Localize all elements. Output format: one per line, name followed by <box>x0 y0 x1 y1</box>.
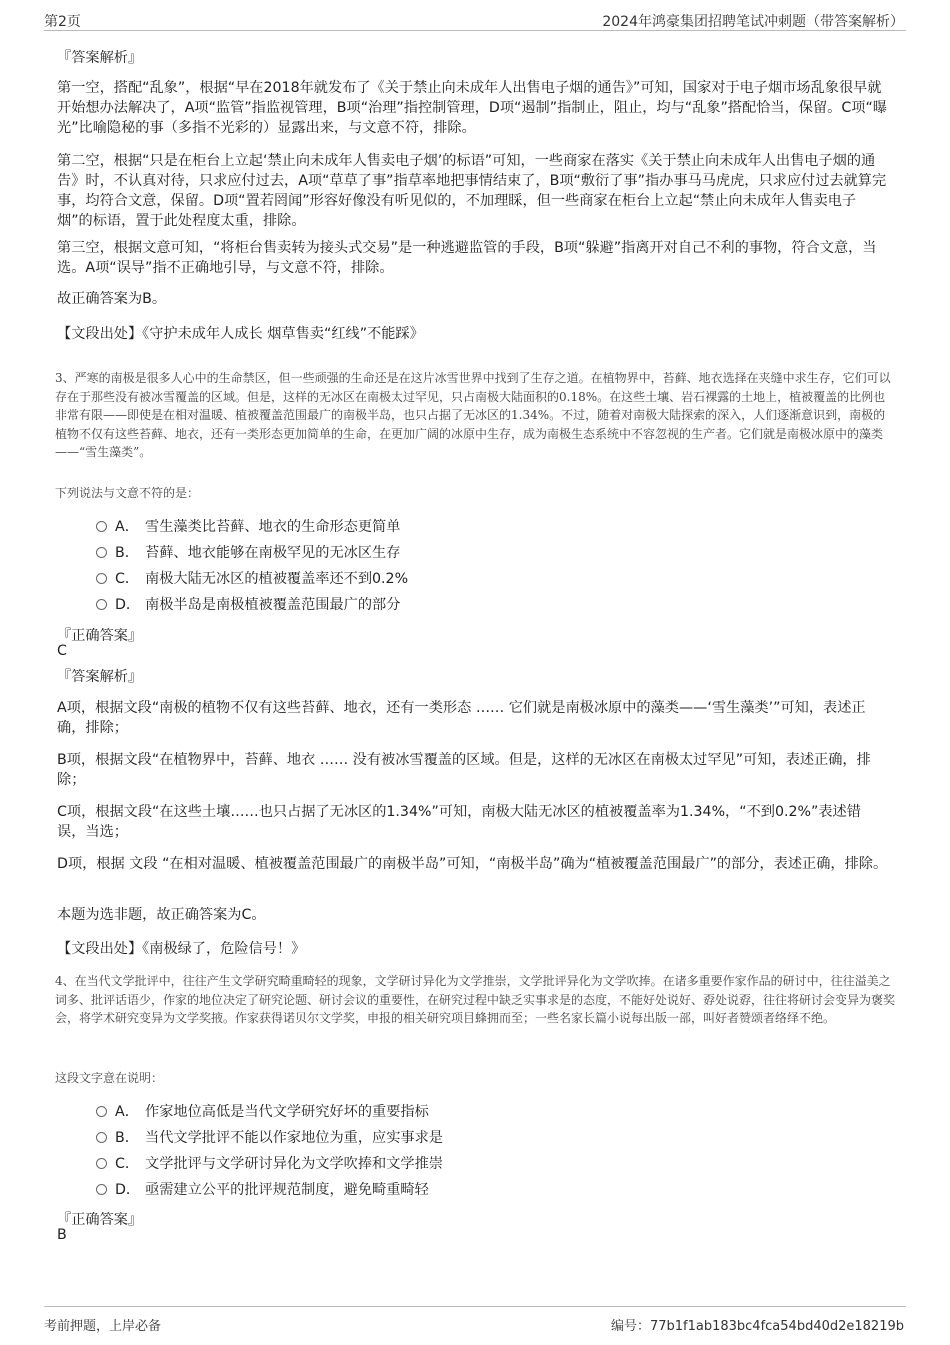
document-title: 2024年鸿豪集团招聘笔试冲刺题（带答案解析） <box>602 14 904 30</box>
footer-slogan: 考前押题，上岸必备 <box>44 1319 162 1334</box>
q4-option-a[interactable]: A． 作家地位高低是当代文学研究好坏的重要指标 <box>96 1101 429 1123</box>
q4-question: 这段文字意在说明： <box>55 1071 164 1085</box>
q2-answer-conclusion: 故正确答案为B。 <box>57 291 167 307</box>
q3-option-d[interactable]: D． 南极半岛是南极植被覆盖范围最广的部分 <box>96 594 400 616</box>
radio-icon[interactable] <box>96 547 107 558</box>
q3-analysis-label: 『答案解析』 <box>57 669 143 685</box>
q4-option-c[interactable]: C． 文学批评与文学研讨异化为文学吹捧和文学推崇 <box>96 1153 443 1175</box>
q4-option-b[interactable]: B． 当代文学批评不能以作家地位为重，应实事求是 <box>96 1127 443 1149</box>
radio-icon[interactable] <box>96 573 107 584</box>
radio-icon[interactable] <box>96 1184 107 1195</box>
q4-answer-label: 『正确答案』 <box>57 1212 143 1228</box>
q2-analysis-label: 『答案解析』 <box>57 50 143 66</box>
radio-icon[interactable] <box>96 1158 107 1169</box>
radio-icon[interactable] <box>96 521 107 532</box>
q4-stem: 4、在当代文学批评中，往往产生文学研究畸重畸轻的现象，文学研讨异化为文学推崇，文学批评异化为文学吹捧。在诸多重要作家作品的研讨中，往往溢美之词多、批评话语少，作家的地位决定了研究论题、研讨会议的重要性，在研究过程中缺乏实事求是的态度，不能好处说好、孬处说孬，往往将研讨会变异为褒奖会，将学术研究变异为文学奖掖。作家获得诺贝尔文学奖，申报的相关研究项目蜂拥而至；一些名家长篇小说每出版一部，叫好者赞颂者络绎不绝。 <box>55 974 896 1025</box>
q2-analysis-para-2: 第二空，根据“只是在柜台上立起‘禁止向未成年人售卖电子烟’的标语”可知，一些商家在落实《关于禁止向未成年人出售电子烟的通告》时，不认真对待，只求应付过去，A项“草草了事”指草率地把事情结束了，B项“敷衍了事”指办事马马虎虎，只求应付过去就算完事，均符合文意，保留。D项“置若罔闻”形容好像没有听见似的，不加理睬，但一些商家在柜台上立起“禁止向未成年人售卖电子烟”的标语，置于此处程度太重，排除。 <box>57 153 887 229</box>
q3-option-a[interactable]: A． 雪生藻类比苔藓、地衣的生命形态更简单 <box>96 516 400 538</box>
q3-answer: C <box>57 643 67 659</box>
q3-source: 【文段出处】《南极绿了，危险信号！》 <box>57 941 306 957</box>
q2-analysis-para-3: 第三空，根据文意可知，“将柜台售卖转为接头式交易”是一种逃避监管的手段，B项“躲避”指离开对自己不利的事物，符合文意，当选。A项“误导”指不正确地引导，与文意不符，排除。 <box>57 240 877 276</box>
q2-source: 【文段出处】《守护未成年人成长 烟草售卖“红线”不能踩》 <box>57 326 424 342</box>
page-header <box>44 0 906 31</box>
q3-analysis-b: B项，根据文段“在植物界中，苔藓、地衣 …… 没有被冰雪覆盖的区域。但是，这样的无冰区在南极太过罕见”可知，表述正确，排除； <box>57 752 871 788</box>
q3-option-c[interactable]: C． 南极大陆无冰区的植被覆盖率还不到0.2% <box>96 568 408 590</box>
q4-option-d[interactable]: D． 亟需建立公平的批评规范制度，避免畸重畸轻 <box>96 1179 429 1201</box>
page-footer <box>44 1306 906 1334</box>
q4-answer: B <box>57 1227 67 1243</box>
q3-option-b[interactable]: B． 苔藓、地衣能够在南极罕见的无冰区生存 <box>96 542 400 564</box>
radio-icon[interactable] <box>96 1132 107 1143</box>
q3-answer-label: 『正确答案』 <box>57 628 143 644</box>
q3-answer-conclusion: 本题为选非题，故正确答案为C。 <box>57 907 266 923</box>
q3-analysis-d: D项，根据 文段 “在相对温暖、植被覆盖范围最广的南极半岛”可知，“南极半岛”确为“植被覆盖范围最广”的部分，表述正确，排除。 <box>57 856 888 872</box>
page-number: 第2页 <box>44 14 81 30</box>
q3-stem: 3、严寒的南极是很多人心中的生命禁区，但一些顽强的生命还是在这片冰雪世界中找到了生存之道。在植物界中，苔藓、地衣选择在夹缝中求生存，它们可以存在于那些没有被冰雪覆盖的区域。但是，这样的无冰区在南极太过罕见，只占南极大陆面积的0.18%。在这些土壤、岩石裸露的土地上，植被覆盖的比例也非常有限——即使是在相对温暖、植被覆盖范围最广的南极半岛，也只占据了无冰区的1.34%。不过，随着对南极大陆探索的深入，人们逐渐意识到，南极的植物不仅有这些苔藓、地衣，还有一类形态更加简单的生命，在更加广阔的冰原中生存，成为南极生态系统中不容忽视的生产者。它们就是南极冰原中的藻类——“雪生藻类”。 <box>55 371 891 459</box>
radio-icon[interactable] <box>96 1106 107 1117</box>
q3-analysis-a: A项，根据文段“南极的植物不仅有这些苔藓、地衣，还有一类形态 …… 它们就是南极冰原中的藻类——‘雪生藻类’”可知，表述正确，排除； <box>57 700 866 736</box>
q2-analysis-para-1: 第一空，搭配“乱象”，根据“早在2018年就发布了《关于禁止向未成年人出售电子烟的通告》”可知，国家对于电子烟市场乱象很早就开始想办法解决了，A项“监管”指监视管理，B项“治理”指控制管理，D项“遏制”指制止，阻止，均与“乱象”搭配恰当，保留。C项“曝光”比喻隐秘的事（多指不光彩的）显露出来，与文意不符，排除。 <box>57 80 887 136</box>
q3-question: 下列说法与文意不符的是： <box>55 486 200 500</box>
radio-icon[interactable] <box>96 599 107 610</box>
document-code: 编号：77b1f1ab183bc4fca54bd40d2e18219b <box>610 1319 904 1334</box>
q3-analysis-c: C项，根据文段“在这些土壤……也只占据了无冰区的1.34%”可知，南极大陆无冰区的植被覆盖率为1.34%，“不到0.2%”表述错误，当选； <box>57 804 861 840</box>
